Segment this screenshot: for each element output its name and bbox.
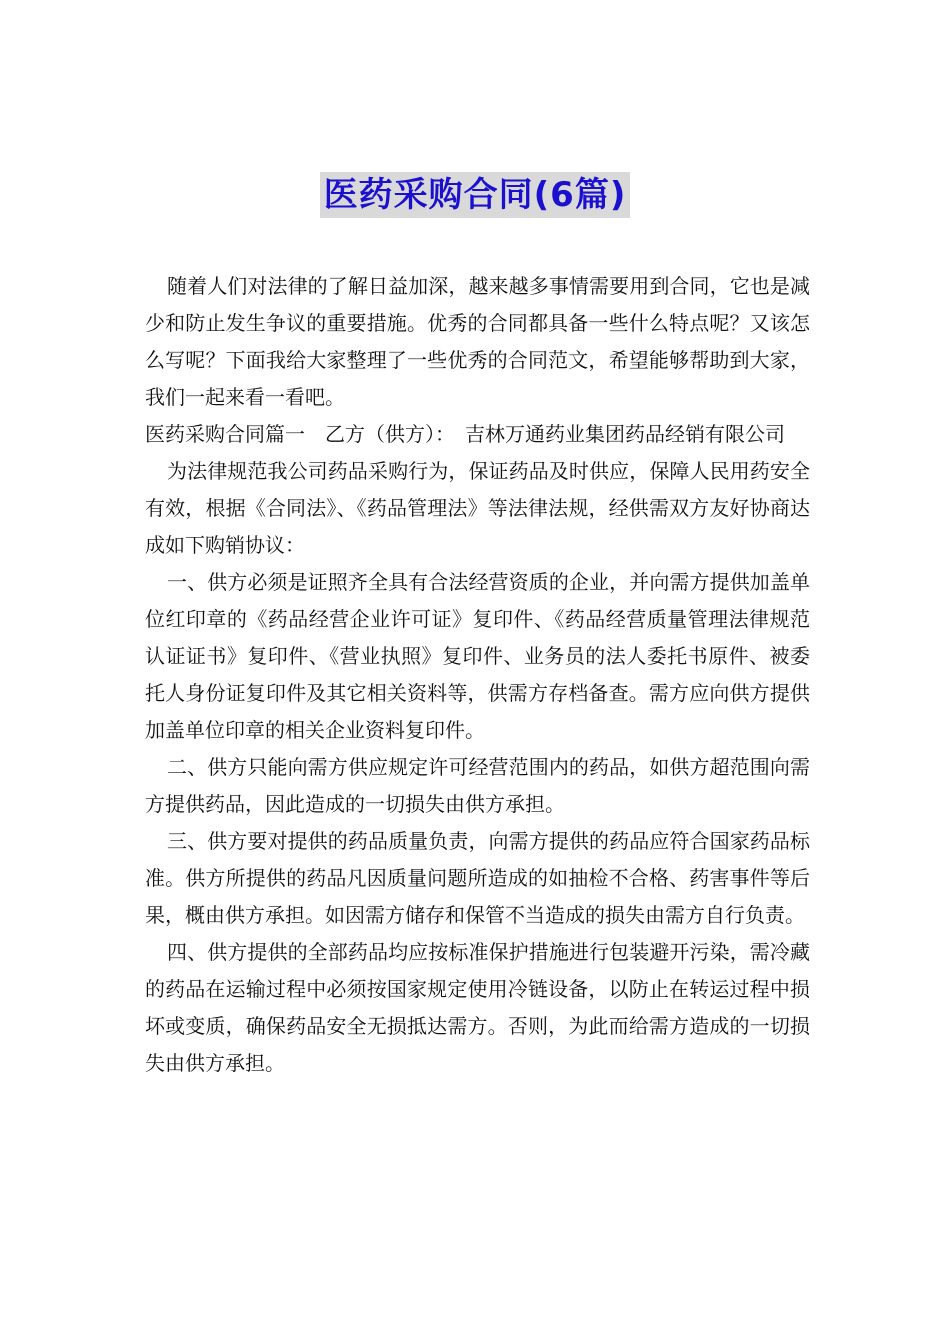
section-heading-paragraph: 医药采购合同篇一 乙方（供方）： 吉林万通药业集团药品经销有限公司 bbox=[145, 422, 785, 446]
title-container bbox=[0, 172, 950, 218]
document-title: 医药采购合同(6篇) bbox=[320, 172, 631, 218]
document-body bbox=[145, 268, 810, 1082]
clause-1-paragraph: 一、供方必须是证照齐全具有合法经营资质的企业，并向需方提供加盖单位红印章的《药品经营企业许可证》复印件、《药品经营质量管理法律规范认证证书》复印件、《营业执照》复印件、业务员的法人委托书原件、被委托人身份证复印件及其它相关资料等，供需方存档备查。需方应向供方提供加盖单位印章的相关企业资料复印件。 bbox=[145, 570, 810, 742]
clause-3-paragraph: 三、供方要对提供的药品质量负责，向需方提供的药品应符合国家药品标准。供方所提供的药品凡因质量问题所造成的如抽检不合格、药害事件等后果，概由供方承担。如因需方储存和保管不当造成的损失由需方自行负责。 bbox=[145, 829, 810, 927]
clause-2-paragraph: 二、供方只能向需方供应规定许可经营范围内的药品，如供方超范围向需方提供药品，因此造成的一切损失由供方承担。 bbox=[145, 755, 810, 816]
preamble-paragraph: 为法律规范我公司药品采购行为，保证药品及时供应，保障人民用药安全有效，根据《合同法》、《药品管理法》等法律法规，经供需双方友好协商达成如下购销协议： bbox=[145, 459, 810, 557]
intro-paragraph: 随着人们对法律的了解日益加深，越来越多事情需要用到合同，它也是减少和防止发生争议的重要措施。优秀的合同都具备一些什么特点呢？又该怎么写呢？下面我给大家整理了一些优秀的合同范文，希望能够帮助到大家，我们一起来看一看吧。 bbox=[145, 274, 810, 409]
clause-4-paragraph: 四、供方提供的全部药品均应按标准保护措施进行包装避开污染，需冷藏的药品在运输过程中必须按国家规定使用冷链设备，以防止在转运过程中损坏或变质，确保药品安全无损抵达需方。否则，为此而给需方造成的一切损失由供方承担。 bbox=[145, 940, 810, 1075]
